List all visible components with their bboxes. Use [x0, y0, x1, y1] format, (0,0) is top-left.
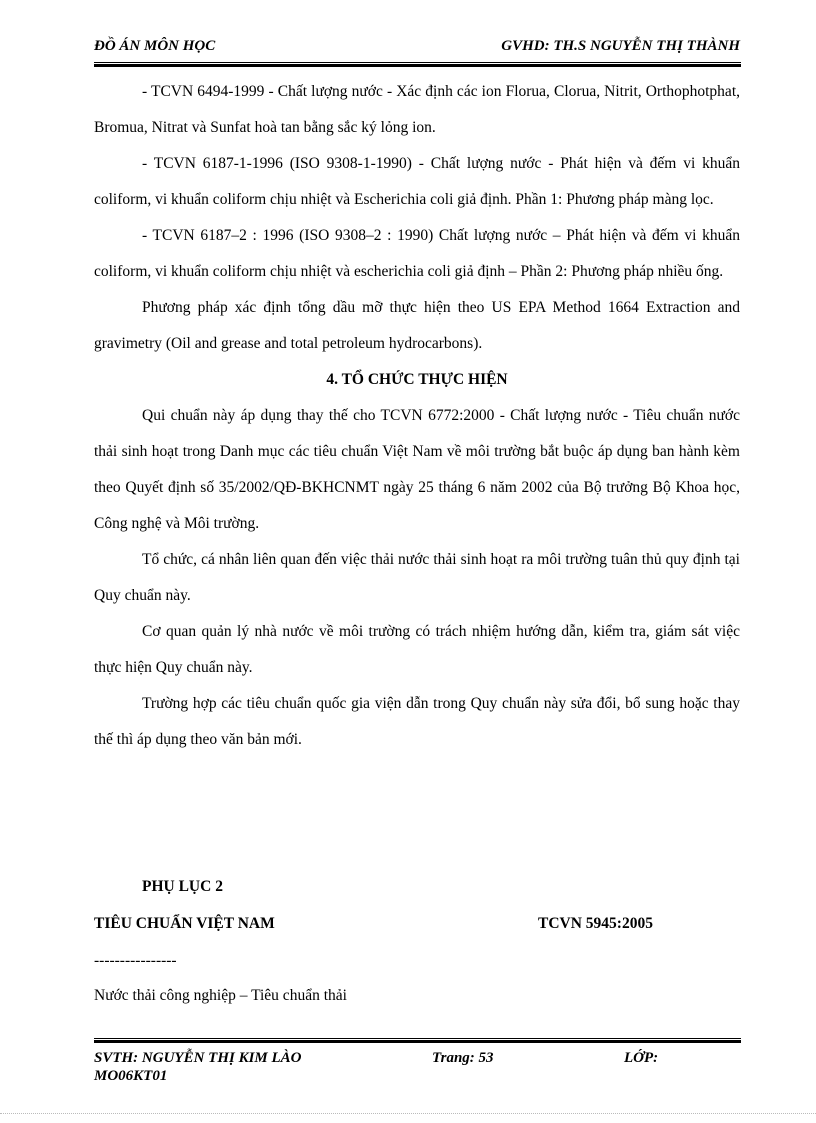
footer-rule-thick: [94, 1040, 741, 1043]
footer-student: SVTH: NGUYỄN THỊ KIM LÀO: [94, 1050, 302, 1066]
standard-paragraph: - TCVN 6494-1999 - Chất lượng nước - Xác định các ion Florua, Clorua, Nitrit, Orthophotphat, Bromua, Nitrat và Sunfat hoà tan bằng sắc ký lỏng ion.: [94, 83, 740, 136]
header-course: ĐỒ ÁN MÔN HỌC: [94, 38, 216, 54]
header-instructor: GVHD: TH.S NGUYỄN THỊ THÀNH: [501, 38, 740, 54]
page-edge-dotted-line: [0, 1113, 816, 1114]
appendix-standard-row: [94, 915, 740, 935]
section-paragraph: Trường hợp các tiêu chuẩn quốc gia viện dẫn trong Quy chuẩn này sửa đổi, bổ sung hoặc thay thế thì áp dụng theo văn bản mới.: [94, 695, 740, 748]
standard-paragraph: - TCVN 6187–2 : 1996 (ISO 9308–2 : 1990) Chất lượng nước – Phát hiện và đếm vi khuẩn coliform, vi khuẩn coliform chịu nhiệt và escherichia coli giả định – Phần 2: Phương pháp nhiều ống.: [94, 227, 740, 280]
appendix-standard-name: TIÊU CHUẨN VIỆT NAM: [94, 915, 275, 932]
footer-rule-thin: [94, 1038, 741, 1039]
appendix-subtitle: Nước thải công nghiệp – Tiêu chuẩn thải: [94, 987, 347, 1004]
standard-paragraph: - TCVN 6187-1-1996 (ISO 9308-1-1990) - Chất lượng nước - Phát hiện và đếm vi khuẩn coliform, vi khuẩn coliform chịu nhiệt và Escherichia coli giả định. Phần 1: Phương pháp màng lọc.: [94, 155, 740, 208]
appendix-standard-code: TCVN 5945:2005: [538, 915, 653, 932]
header-rule-thick: [94, 64, 741, 67]
appendix-title: PHỤ LỤC 2: [142, 878, 223, 895]
page-header: [94, 36, 740, 60]
header-rule-thin: [94, 62, 741, 63]
method-paragraph: Phương pháp xác định tổng dầu mỡ thực hiện theo US EPA Method 1664 Extraction and gravimetry (Oil and grease and total petroleum hydrocarbons).: [94, 299, 740, 352]
section-paragraph: Tổ chức, cá nhân liên quan đến việc thải nước thải sinh hoạt ra môi trường tuân thủ quy định tại Quy chuẩn này.: [94, 551, 740, 604]
document-body: [94, 74, 740, 758]
section-paragraph: Qui chuẩn này áp dụng thay thế cho TCVN 6772:2000 - Chất lượng nước - Tiêu chuẩn nước thải sinh hoạt trong Danh mục các tiêu chuẩn Việt Nam về môi trường bắt buộc áp dụng ban hành kèm theo Quyết định số 35/2002/QĐ-BKHCNMT ngày 25 tháng 6 năm 2002 của Bộ trưởng Bộ Khoa học, Công nghệ và Môi trường.: [94, 407, 740, 532]
footer-page-number: Trang: 53: [432, 1050, 494, 1066]
footer-class-code: MO06KT01: [94, 1068, 168, 1084]
appendix-dashes: ----------------: [94, 952, 177, 969]
section-title: 4. TỔ CHỨC THỰC HIỆN: [326, 371, 508, 388]
footer-class-label: LỚP:: [624, 1050, 659, 1066]
section-paragraph: Cơ quan quản lý nhà nước về môi trường có trách nhiệm hướng dẫn, kiểm tra, giám sát việc thực hiện Quy chuẩn này.: [94, 623, 740, 676]
